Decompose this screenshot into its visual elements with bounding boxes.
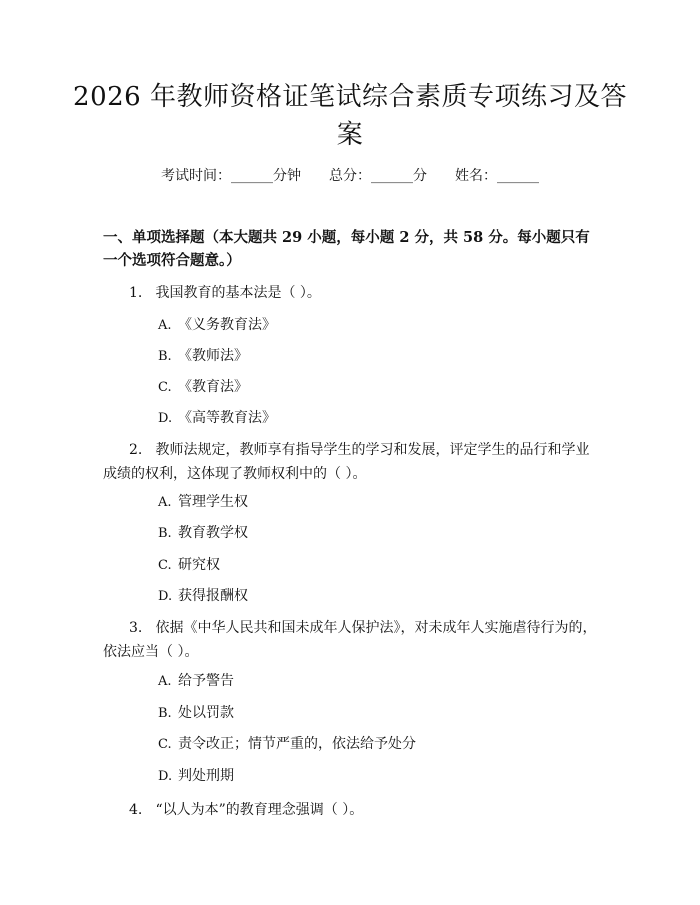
option-letter: C. [158, 737, 172, 752]
option-text: 管理学生权 [178, 494, 248, 510]
question-4 [103, 798, 600, 822]
option-1a [158, 315, 276, 336]
option-2b [158, 523, 248, 544]
total-score-label: 总分：______分 [329, 168, 427, 184]
option-2d [158, 586, 248, 607]
option-1b [158, 346, 248, 367]
option-1c [158, 377, 248, 398]
option-text: 《教师法》 [178, 348, 248, 364]
question-text: “以人为本”的教育理念强调（ ）。 [155, 802, 364, 818]
option-1d [158, 408, 276, 429]
option-text: 研究权 [178, 557, 220, 573]
option-text: 教育教学权 [178, 525, 248, 541]
question-number: 3. [129, 620, 143, 636]
exam-meta-line [0, 166, 700, 186]
question-text: 我国教育的基本法是（ ）。 [155, 285, 321, 301]
option-letter: A. [158, 495, 172, 510]
option-text: 处以罚款 [178, 705, 234, 721]
option-letter: A. [158, 674, 172, 689]
question-text: 教师法规定，教师享有指导学生的学习和发展，评定学生的品行和学业成绩的权利，这体现了教师权利中的（ ）。 [103, 442, 590, 482]
option-letter: C. [158, 380, 172, 395]
option-text: 判处刑期 [178, 768, 234, 784]
document-title: 2026 年教师资格证笔试综合素质专项练习及答案 [73, 82, 627, 150]
option-letter: B. [158, 526, 172, 541]
option-letter: D. [158, 411, 173, 426]
option-3b [158, 703, 234, 724]
option-text: 给予警告 [178, 673, 234, 689]
question-number: 1. [129, 285, 143, 301]
option-3d [158, 766, 234, 787]
option-text: 责令改正；情节严重的，依法给予处分 [178, 736, 416, 752]
option-3c [158, 734, 416, 755]
option-letter: A. [158, 318, 172, 333]
option-letter: B. [158, 706, 172, 721]
option-text: 获得报酬权 [178, 588, 248, 604]
option-2c [158, 555, 220, 576]
option-letter: B. [158, 349, 172, 364]
option-letter: C. [158, 558, 172, 573]
option-letter: D. [158, 769, 173, 784]
exam-time-label: 考试时间：______分钟 [161, 168, 301, 184]
option-2a [158, 492, 248, 513]
option-text: 《义务教育法》 [178, 317, 276, 333]
option-text: 《高等教育法》 [178, 410, 276, 426]
question-1 [103, 281, 600, 305]
option-letter: D. [158, 589, 173, 604]
name-label: 姓名：______ [455, 168, 539, 184]
option-3a [158, 671, 234, 692]
question-text: 依据《中华人民共和国未成年人保护法》，对未成年人实施虐待行为的，依法应当（ ）。 [103, 620, 597, 660]
question-3 [103, 616, 600, 664]
question-number: 2. [129, 442, 143, 458]
option-text: 《教育法》 [178, 379, 248, 395]
question-number: 4. [129, 802, 143, 818]
question-2 [103, 438, 600, 486]
section-heading: 一、单项选择题（本大题共 29 小题，每小题 2 分，共 58 分。每小题只有一个选项符合题意。） [103, 229, 590, 269]
